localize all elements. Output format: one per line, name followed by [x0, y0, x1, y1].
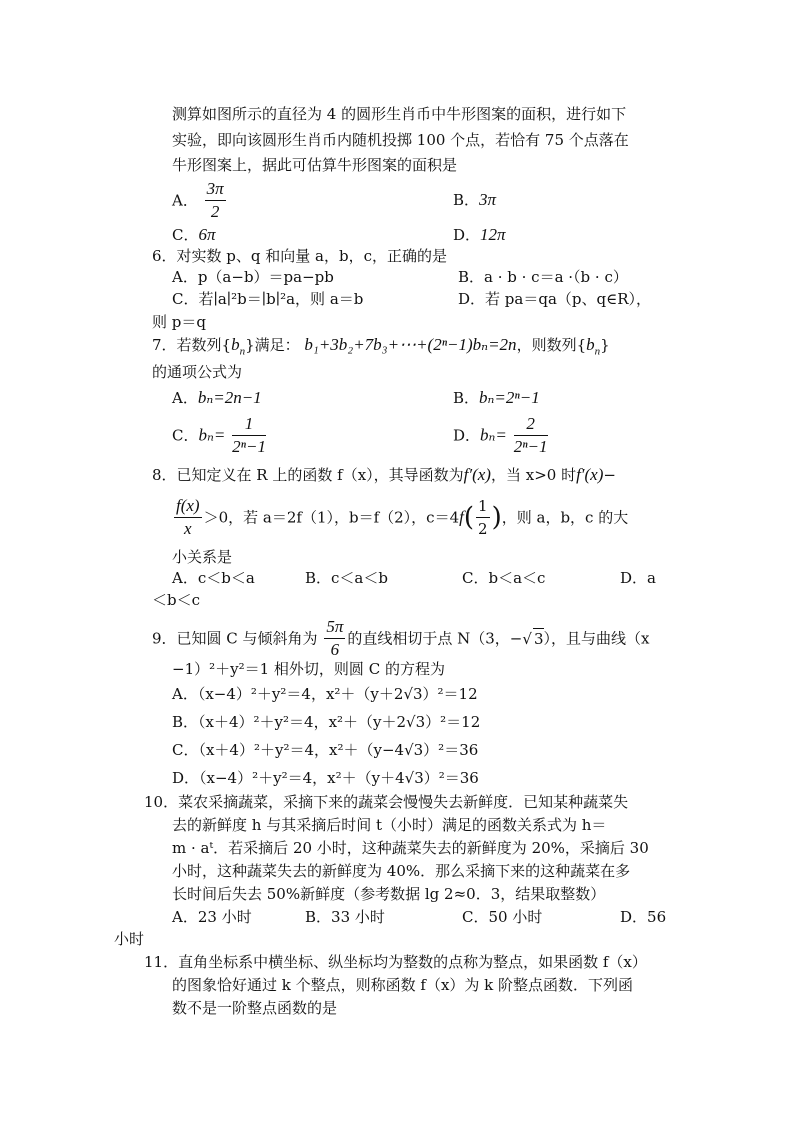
q5-option-b: B．3π	[453, 190, 497, 209]
q11-line-3: 数不是一阶整点函数的是	[172, 999, 338, 1017]
q7-line-2: 的通项公式为	[152, 363, 243, 381]
q5-line-2: 实验，即向该圆形生肖币内随机投掷 100 个点，若恰有 75 个点落在	[172, 131, 629, 149]
q9-line-2: −1）²＋y²＝1 相外切，则圆 C 的方程为	[172, 660, 445, 678]
q8-line-2: $\frac{f(x)}{x}$ ＞0，若 a＝2f（1），b＝f（2），c＝4f( $\frac{1}{2}$ )，则 a，b，c 的大	[176, 496, 629, 538]
q10-option-d: D．56	[620, 908, 667, 926]
q10-option-b: B．33 小时	[305, 908, 385, 926]
q9-option-c: C．（x＋4）²＋y²＝4，x²＋（y−4√3）²＝36	[172, 741, 479, 759]
q10-line-2: 去的新鲜度 h 与其采摘后时间 t（小时）满足的函数关系式为 h＝	[172, 816, 607, 834]
q9-option-b: B．（x＋4）²＋y²＝4，x²＋（y＋2√3）²＝12	[172, 713, 481, 731]
q7-option-a: A．bₙ=2n−1	[172, 388, 262, 407]
q8-line-1: 8．已知定义在 R 上的函数 f（x），其导函数为f′(x)，当 x>0 时f′(x)−	[152, 465, 616, 484]
q11-line-1: 11．直角坐标系中横坐标、纵坐标均为整数的点称为整点，如果函数 f（x）	[144, 953, 647, 971]
q8-option-a: A．c＜b＜a	[172, 569, 255, 587]
q8-option-c: C．b＜a＜c	[462, 569, 546, 587]
q10-line-5: 长时间后失去 50%新鲜度（参考数据 lg 2≈0．3，结果取整数）	[172, 885, 606, 903]
q6-option-b: B．a · b · c＝a ·（b · c）	[458, 268, 628, 286]
q6-option-d-continued: 则 p＝q	[152, 313, 206, 331]
q7-option-d: D．bₙ= $\frac{2}{\text{2ⁿ−1}}$	[453, 414, 548, 456]
q5-line-1: 测算如图所示的直径为 4 的圆形生肖币中牛形图案的面积，进行如下	[172, 105, 627, 123]
q8-option-d-continued: ＜b＜c	[152, 591, 201, 609]
q8-option-d: D．a	[620, 569, 656, 587]
q9-option-d: D．（x−4）²＋y²＝4，x²＋（y＋4√3）²＝36	[172, 769, 479, 787]
q5-option-a: A． $\frac{3\pi}{2}$	[172, 179, 224, 221]
q9-line-1: 9．已知圆 C 与倾斜角为 $\frac{5\pi}{6}$ 的直线相切于点 N（3，−√ 3），且与曲线（x	[152, 617, 650, 659]
q7-option-b: B．bₙ=2ⁿ−1	[453, 388, 540, 407]
q9-option-a: A．（x−4）²＋y²＝4，x²＋（y＋2√3）²＝12	[172, 685, 478, 703]
q11-line-2: 的图象恰好通过 k 个整点，则称函数 f（x）为 k 阶整点函数．下列函	[172, 976, 634, 994]
q5-option-c: C．6π	[172, 225, 216, 244]
q5-option-a-fraction: $\frac{3\pi}{2}$	[206, 179, 224, 221]
q7-recurrence-formula: b₁+3b₂+7b₃+⋯+(2ⁿ−1)bₙ=2n	[304, 335, 517, 354]
q8-option-b: B．c＜a＜b	[305, 569, 388, 587]
q8-line-3: 小关系是	[172, 548, 233, 566]
q10-option-c: C．50 小时	[462, 908, 543, 926]
q10-line-4: 小时，这种蔬菜失去的新鲜度为 40%．那么采摘下来的这种蔬菜在多	[172, 862, 631, 880]
q10-line-1: 10．菜农采摘蔬菜，采摘下来的蔬菜会慢慢失去新鲜度．已知某种蔬菜失	[144, 793, 629, 811]
q7-option-c: C．bₙ= $\frac{1}{\text{2ⁿ−1}}$	[172, 414, 266, 456]
q10-option-d-continued: 小时	[114, 930, 145, 948]
q6-stem: 6．对实数 p、q 和向量 a，b，c，正确的是	[152, 247, 447, 265]
q7-stem: 7．若数列$\{b_n\}$满足： b₁+3b₂+7b₃+⋯+(2ⁿ−1)bₙ=2n，则数列$\{b_n\}$	[152, 335, 610, 358]
q10-line-3: m · aᵗ．若采摘后 20 小时，这种蔬菜失去的新鲜度为 20%，采摘后 30	[172, 839, 649, 857]
q5-line-3: 牛形图案上，据此可估算牛形图案的面积是	[172, 156, 458, 174]
q8-fx-over-x: $\frac{f(x)}{x}$	[176, 496, 200, 538]
q5-option-d: D．12π	[453, 225, 506, 244]
q10-option-a: A．23 小时	[172, 908, 252, 926]
q6-option-c: C．若∣a∣²b＝∣b∣²a，则 a＝b	[172, 290, 364, 308]
q6-option-a: A．p（a−b）＝pa−pb	[172, 268, 334, 286]
q6-option-d: D．若 pa＝qa（p、q∈R），	[458, 290, 651, 308]
